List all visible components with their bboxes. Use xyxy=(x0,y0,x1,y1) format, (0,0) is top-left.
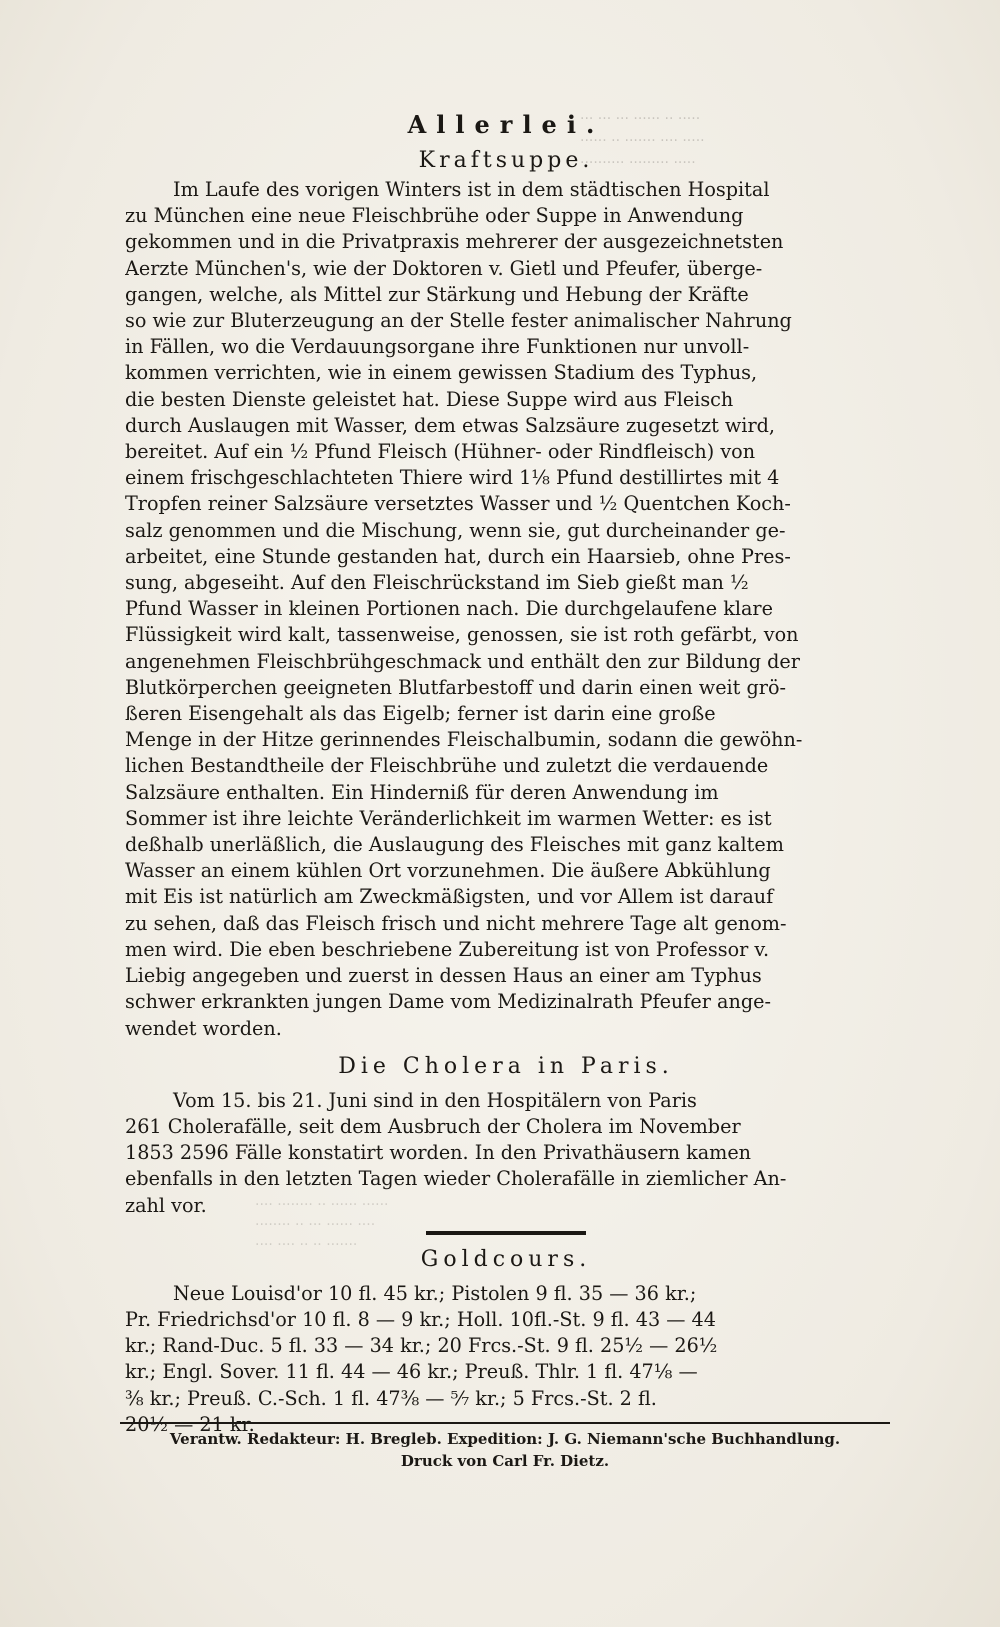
text-line: schwer erkrankten jungen Dame vom Medizinalrath Pfeufer ange- xyxy=(125,990,771,1014)
text-line: kr.; Rand-Duc. 5 fl. 33 — 34 kr.; 20 Frcs.-St. 9 fl. 25½ — 26½ xyxy=(125,1334,718,1358)
text-line: Aerzte München's, wie der Doktoren v. Gietl und Pfeufer, überge- xyxy=(125,256,763,280)
text-line: deßhalb unerläßlich, die Auslaugung des Fleisches mit ganz kaltem xyxy=(125,833,784,857)
text-column xyxy=(125,105,887,1438)
text-line: Liebig angegeben und zuerst in dessen Haus an einer am Typhus xyxy=(125,964,762,988)
text-line: 20½ — 21 kr. xyxy=(125,1412,255,1436)
imprint-printer-line: Druck von Carl Fr. Dietz. xyxy=(400,1452,610,1470)
text-line: Vom 15. bis 21. Juni sind in den Hospitälern von Paris xyxy=(173,1088,697,1112)
article-body xyxy=(125,1088,887,1219)
text-line: Wasser an einem kühlen Ort vorzunehmen. Die äußere Abkühlung xyxy=(125,859,771,883)
text-line: Sommer ist ihre leichte Veränderlichkeit im warmen Wetter: es ist xyxy=(125,806,772,830)
text-line: salz genommen und die Mischung, wenn sie, gut durcheinander ge- xyxy=(125,518,786,542)
text-line: wendet worden. xyxy=(125,1016,282,1040)
text-line: Flüssigkeit wird kalt, tassenweise, genossen, sie ist roth gefärbt, von xyxy=(125,623,799,647)
text-line: gangen, welche, als Mittel zur Stärkung und Hebung der Kräfte xyxy=(125,282,749,306)
bleed-through-text: ··· ··· ··· ······ ·· ····· ······ ·· ······· ···· ····· ·········· ········· ····· xyxy=(580,111,705,171)
article-title: Die Cholera in Paris. xyxy=(338,1053,674,1079)
text-line: die besten Dienste geleistet hat. Diese Suppe wird aus Fleisch xyxy=(125,387,734,411)
text-line: einem frischgeschlachteten Thiere wird 1⅛ Pfund destillirtes mit 4 xyxy=(125,466,780,490)
imprint xyxy=(120,1422,890,1472)
text-line: Pr. Friedrichsd'or 10 fl. 8 — 9 kr.; Holl. 10fl.-St. 9 fl. 43 — 44 xyxy=(125,1307,716,1331)
article-body xyxy=(125,1281,887,1438)
text-line: 261 Cholerafälle, seit dem Ausbruch der Cholera im November xyxy=(125,1114,741,1138)
section-heading: Allerlei. xyxy=(407,110,605,139)
text-line: ebenfalls in den letzten Tagen wieder Cholerafälle in ziemlicher An- xyxy=(125,1167,787,1191)
divider xyxy=(426,1231,586,1235)
text-line: 1853 2596 Fälle konstatirt worden. In den Privathäusern kamen xyxy=(125,1141,752,1165)
text-line: zu München eine neue Fleischbrühe oder Suppe in Anwendung xyxy=(125,204,744,228)
text-line: kr.; Engl. Sover. 11 fl. 44 — 46 kr.; Preuß. Thlr. 1 fl. 47⅛ — xyxy=(125,1360,698,1384)
text-line: zahl vor. xyxy=(125,1193,207,1217)
text-line: lichen Bestandtheile der Fleischbrühe und zuletzt die verdauende xyxy=(125,754,769,778)
imprint-editor-line: Verantw. Redakteur: H. Bregleb. Expedition: J. G. Niemann'sche Buchhandlung. xyxy=(169,1430,841,1448)
text-line: durch Auslaugen mit Wasser, dem etwas Salzsäure zugesetzt wird, xyxy=(125,413,776,437)
text-line: ßeren Eisengehalt als das Eigelb; ferner ist darin eine große xyxy=(125,702,716,726)
text-line: Pfund Wasser in kleinen Portionen nach. Die durchgelaufene klare xyxy=(125,597,773,621)
text-line: Salzsäure enthalten. Ein Hinderniß für deren Anwendung im xyxy=(125,780,719,804)
article-title: Kraftsuppe. xyxy=(418,148,594,173)
text-line: arbeitet, eine Stunde gestanden hat, durch ein Haarsieb, ohne Pres- xyxy=(125,544,791,568)
text-line: Neue Louisd'or 10 fl. 45 kr.; Pistolen 9 fl. 35 — 36 kr.; xyxy=(173,1281,697,1305)
text-line: angenehmen Fleischbrühgeschmack und enthält den zur Bildung der xyxy=(125,649,800,673)
text-line: Im Laufe des vorigen Winters ist in dem städtischen Hospital xyxy=(173,178,770,201)
text-line: ⅜ kr.; Preuß. C.-Sch. 1 fl. 47⅜ — ⁵⁄₇ kr.; 5 Frcs.-St. 2 fl. xyxy=(125,1386,657,1410)
text-line: zu sehen, daß das Fleisch frisch und nicht mehrere Tage alt genom- xyxy=(125,911,787,935)
text-line: in Fällen, wo die Verdauungsorgane ihre Funktionen nur unvoll- xyxy=(125,335,750,359)
text-line: so wie zur Bluterzeugung an der Stelle fester animalischer Nahrung xyxy=(125,309,792,333)
text-line: sung, abgeseiht. Auf den Fleischrückstand im Sieb gießt man ½ xyxy=(125,571,749,595)
bleed-through-text-lower: ···· ········ ·· ······ ······ ········ ·· ··· ······ ···· ···· ···· ·· ·· ······· xyxy=(255,1197,389,1253)
article-body xyxy=(125,177,887,1042)
text-line: bereitet. Auf ein ½ Pfund Fleisch (Hühner- oder Rindfleisch) von xyxy=(125,440,756,464)
text-line: gekommen und in die Privatpraxis mehrerer der ausgezeichnetsten xyxy=(125,230,784,254)
text-line: Menge in der Hitze gerinnendes Fleischalbumin, sodann die gewöhn- xyxy=(125,728,803,752)
text-line: men wird. Die eben beschriebene Zubereitung ist von Professor v. xyxy=(125,937,770,961)
text-line: kommen verrichten, wie in einem gewissen Stadium des Typhus, xyxy=(125,361,758,385)
article-title: Goldcours. xyxy=(420,1246,592,1272)
text-line: Tropfen reiner Salzsäure versetztes Wasser und ½ Quentchen Koch- xyxy=(125,492,791,516)
text-line: Blutkörperchen geeigneten Blutfarbestoff und darin einen weit grö- xyxy=(125,675,786,699)
text-line: mit Eis ist natürlich am Zweckmäßigsten, und vor Allem ist darauf xyxy=(125,885,774,909)
